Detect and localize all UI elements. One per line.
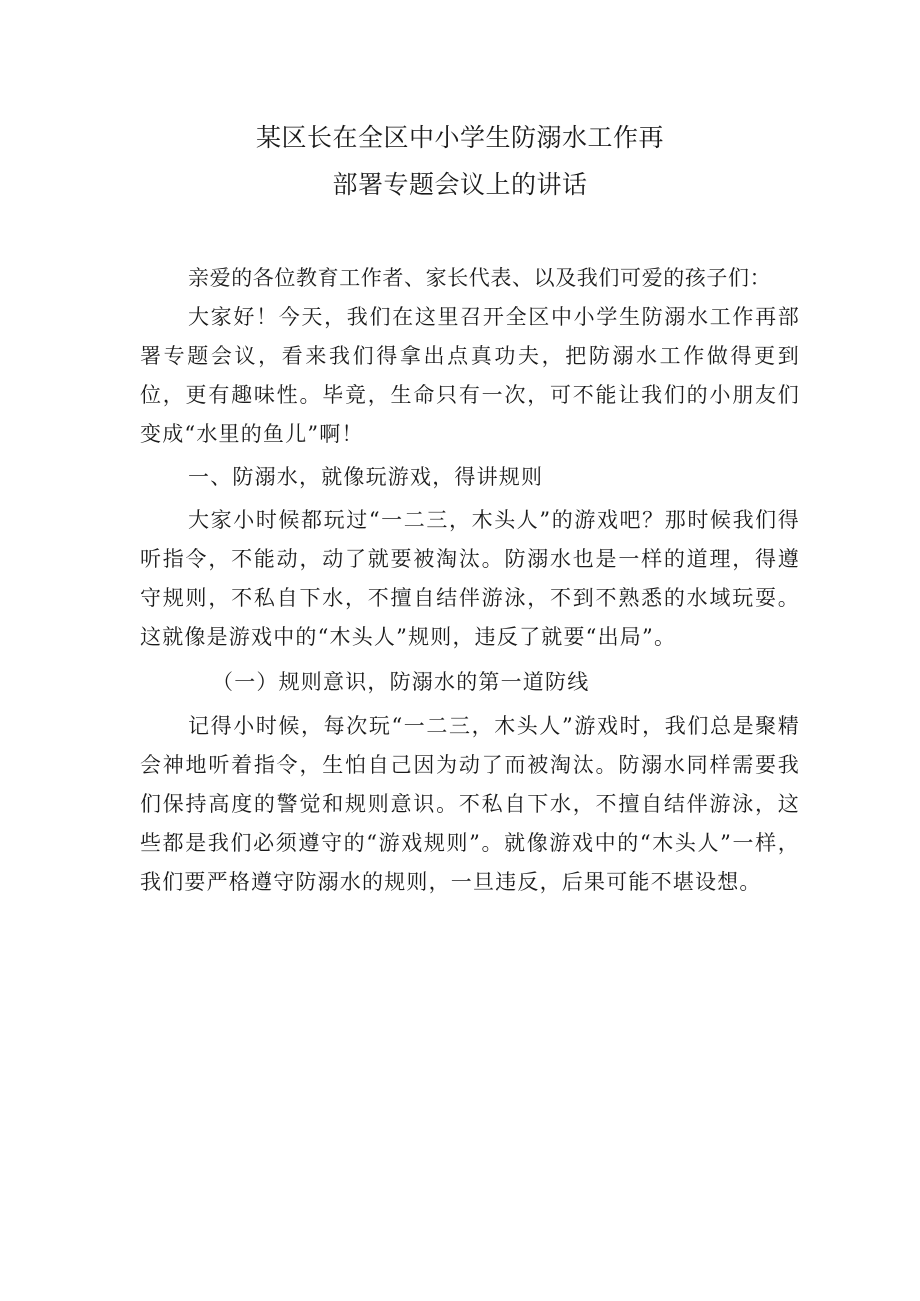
opening-paragraph: 大家好！今天，我们在这里召开全区中小学生防溺水工作再部署专题会议，看来我们得拿出点真功夫，把防溺水工作做得更到位，更有趣味性。毕竟，生命只有一次，可不能让我们的小朋友们变成“水里的鱼儿”啊！	[140, 305, 800, 446]
document-body	[140, 259, 800, 902]
subsection-heading-1: （一）规则意识，防溺水的第一道防线	[212, 670, 590, 694]
salutation-paragraph: 亲爱的各位教育工作者、家长代表、以及我们可爱的孩子们：	[188, 266, 772, 290]
section-heading-1: 一、防溺水，就像玩游戏，得讲规则	[188, 465, 544, 489]
subsection-1-paragraph: 记得小时候，每次玩“一二三，木头人”游戏时，我们总是聚精会神地听着指令，生怕自己因为动了而被淘汰。防溺水同样需要我们保持高度的警觉和规则意识。不私自下水，不擅自结伴游泳，这些都是我们必须遵守的“游戏规则”。就像游戏中的“木头人”一样，我们要严格遵守防溺水的规则，一旦违反，后果可能不堪设想。	[140, 714, 800, 894]
document-title-line-2: 部署专题会议上的讲话	[332, 170, 588, 199]
section-1-paragraph: 大家小时候都玩过“一二三，木头人”的游戏吧？那时候我们得听指令，不能动，动了就要被淘汰。防溺水也是一样的道理，得遵守规则，不私自下水，不擅自结伴游泳，不到不熟悉的水域玩耍。这就像是游戏中的“木头人”规则，违反了就要“出局”。	[140, 508, 800, 649]
document-title-line-1: 某区长在全区中小学生防溺水工作再	[255, 123, 664, 152]
